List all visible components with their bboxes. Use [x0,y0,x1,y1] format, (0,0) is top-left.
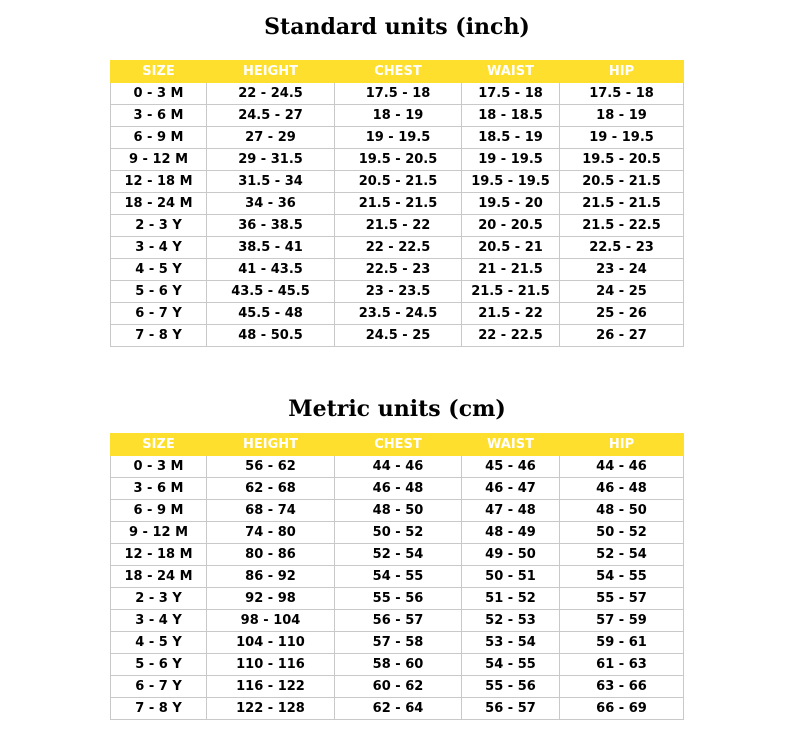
cell-hip: 44 - 46 [560,456,684,478]
cell-chest: 50 - 52 [335,522,462,544]
cell-hip: 22.5 - 23 [560,237,684,259]
cell-size: 2 - 3 Y [111,588,207,610]
cell-chest: 54 - 55 [335,566,462,588]
cell-chest: 44 - 46 [335,456,462,478]
cell-chest: 52 - 54 [335,544,462,566]
cell-waist: 50 - 51 [462,566,560,588]
table-row [111,303,684,325]
cell-chest: 21.5 - 21.5 [335,193,462,215]
column-header-hip: HIP [560,434,684,456]
cell-waist: 20 - 20.5 [462,215,560,237]
cell-hip: 52 - 54 [560,544,684,566]
cell-height: 56 - 62 [207,456,335,478]
table-row [111,588,684,610]
cell-height: 31.5 - 34 [207,171,335,193]
cell-waist: 54 - 55 [462,654,560,676]
cell-size: 6 - 9 M [111,500,207,522]
cell-hip: 61 - 63 [560,654,684,676]
table-row [111,237,684,259]
cell-hip: 55 - 57 [560,588,684,610]
cell-size: 7 - 8 Y [111,325,207,347]
cell-size: 3 - 6 M [111,478,207,500]
cell-height: 110 - 116 [207,654,335,676]
cell-height: 104 - 110 [207,632,335,654]
cell-height: 116 - 122 [207,676,335,698]
table-row [111,522,684,544]
column-header-height: HEIGHT [207,61,335,83]
cell-waist: 20.5 - 21 [462,237,560,259]
table-row [111,281,684,303]
cell-hip: 18 - 19 [560,105,684,127]
cell-waist: 47 - 48 [462,500,560,522]
cell-hip: 50 - 52 [560,522,684,544]
cell-height: 98 - 104 [207,610,335,632]
standard-size-table [110,60,684,347]
cell-chest: 21.5 - 22 [335,215,462,237]
cell-height: 27 - 29 [207,127,335,149]
cell-height: 80 - 86 [207,544,335,566]
cell-hip: 26 - 27 [560,325,684,347]
cell-hip: 19.5 - 20.5 [560,149,684,171]
cell-hip: 57 - 59 [560,610,684,632]
cell-waist: 18 - 18.5 [462,105,560,127]
cell-hip: 21.5 - 22.5 [560,215,684,237]
cell-chest: 46 - 48 [335,478,462,500]
cell-height: 92 - 98 [207,588,335,610]
cell-height: 45.5 - 48 [207,303,335,325]
cell-waist: 56 - 57 [462,698,560,720]
cell-waist: 48 - 49 [462,522,560,544]
cell-chest: 58 - 60 [335,654,462,676]
column-header-size: SIZE [111,61,207,83]
cell-chest: 17.5 - 18 [335,83,462,105]
cell-height: 68 - 74 [207,500,335,522]
cell-size: 12 - 18 M [111,171,207,193]
cell-hip: 25 - 26 [560,303,684,325]
table-row [111,654,684,676]
cell-waist: 52 - 53 [462,610,560,632]
cell-size: 6 - 7 Y [111,676,207,698]
cell-size: 12 - 18 M [111,544,207,566]
metric-size-table [110,433,684,720]
cell-size: 3 - 4 Y [111,610,207,632]
cell-size: 4 - 5 Y [111,259,207,281]
cell-size: 6 - 9 M [111,127,207,149]
cell-size: 3 - 4 Y [111,237,207,259]
cell-size: 5 - 6 Y [111,654,207,676]
cell-size: 9 - 12 M [111,522,207,544]
cell-chest: 20.5 - 21.5 [335,171,462,193]
table-header-row [111,434,684,456]
cell-chest: 57 - 58 [335,632,462,654]
cell-chest: 23.5 - 24.5 [335,303,462,325]
cell-chest: 22.5 - 23 [335,259,462,281]
cell-waist: 21 - 21.5 [462,259,560,281]
table-row [111,259,684,281]
table-row [111,456,684,478]
cell-size: 3 - 6 M [111,105,207,127]
cell-size: 9 - 12 M [111,149,207,171]
column-header-size: SIZE [111,434,207,456]
cell-size: 5 - 6 Y [111,281,207,303]
cell-hip: 48 - 50 [560,500,684,522]
cell-hip: 19 - 19.5 [560,127,684,149]
table-row [111,215,684,237]
cell-waist: 55 - 56 [462,676,560,698]
cell-chest: 24.5 - 25 [335,325,462,347]
cell-hip: 17.5 - 18 [560,83,684,105]
cell-waist: 18.5 - 19 [462,127,560,149]
table-row [111,149,684,171]
cell-hip: 23 - 24 [560,259,684,281]
cell-chest: 55 - 56 [335,588,462,610]
cell-size: 18 - 24 M [111,566,207,588]
cell-waist: 19.5 - 19.5 [462,171,560,193]
table-row [111,500,684,522]
cell-chest: 48 - 50 [335,500,462,522]
cell-chest: 60 - 62 [335,676,462,698]
column-header-chest: CHEST [335,61,462,83]
cell-waist: 46 - 47 [462,478,560,500]
cell-hip: 66 - 69 [560,698,684,720]
cell-hip: 46 - 48 [560,478,684,500]
cell-height: 38.5 - 41 [207,237,335,259]
cell-hip: 63 - 66 [560,676,684,698]
column-header-waist: WAIST [462,61,560,83]
column-header-height: HEIGHT [207,434,335,456]
cell-height: 48 - 50.5 [207,325,335,347]
cell-height: 62 - 68 [207,478,335,500]
cell-height: 122 - 128 [207,698,335,720]
table-header-row [111,61,684,83]
table-row [111,83,684,105]
cell-height: 29 - 31.5 [207,149,335,171]
cell-hip: 20.5 - 21.5 [560,171,684,193]
cell-waist: 21.5 - 22 [462,303,560,325]
cell-waist: 53 - 54 [462,632,560,654]
cell-size: 6 - 7 Y [111,303,207,325]
column-header-hip: HIP [560,61,684,83]
cell-waist: 19.5 - 20 [462,193,560,215]
cell-chest: 19 - 19.5 [335,127,462,149]
cell-height: 22 - 24.5 [207,83,335,105]
cell-height: 43.5 - 45.5 [207,281,335,303]
cell-size: 18 - 24 M [111,193,207,215]
table-row [111,127,684,149]
cell-height: 86 - 92 [207,566,335,588]
cell-height: 24.5 - 27 [207,105,335,127]
cell-hip: 24 - 25 [560,281,684,303]
table-row [111,698,684,720]
cell-size: 7 - 8 Y [111,698,207,720]
cell-waist: 49 - 50 [462,544,560,566]
cell-size: 0 - 3 M [111,83,207,105]
table-row [111,566,684,588]
table-row [111,478,684,500]
table-row [111,171,684,193]
cell-waist: 17.5 - 18 [462,83,560,105]
cell-waist: 21.5 - 21.5 [462,281,560,303]
cell-chest: 18 - 19 [335,105,462,127]
cell-chest: 56 - 57 [335,610,462,632]
table-row [111,193,684,215]
cell-size: 4 - 5 Y [111,632,207,654]
cell-waist: 51 - 52 [462,588,560,610]
column-header-waist: WAIST [462,434,560,456]
cell-hip: 59 - 61 [560,632,684,654]
cell-waist: 22 - 22.5 [462,325,560,347]
cell-chest: 19.5 - 20.5 [335,149,462,171]
cell-chest: 62 - 64 [335,698,462,720]
table-row [111,544,684,566]
cell-height: 41 - 43.5 [207,259,335,281]
column-header-chest: CHEST [335,434,462,456]
table-row [111,325,684,347]
table-row [111,105,684,127]
cell-waist: 45 - 46 [462,456,560,478]
metric-units-title: Metric units (cm) [288,396,506,422]
cell-height: 34 - 36 [207,193,335,215]
cell-chest: 23 - 23.5 [335,281,462,303]
cell-chest: 22 - 22.5 [335,237,462,259]
cell-size: 0 - 3 M [111,456,207,478]
standard-units-title: Standard units (inch) [264,14,530,40]
cell-height: 74 - 80 [207,522,335,544]
table-row [111,610,684,632]
cell-waist: 19 - 19.5 [462,149,560,171]
cell-hip: 54 - 55 [560,566,684,588]
cell-height: 36 - 38.5 [207,215,335,237]
table-row [111,676,684,698]
table-row [111,632,684,654]
cell-size: 2 - 3 Y [111,215,207,237]
cell-hip: 21.5 - 21.5 [560,193,684,215]
